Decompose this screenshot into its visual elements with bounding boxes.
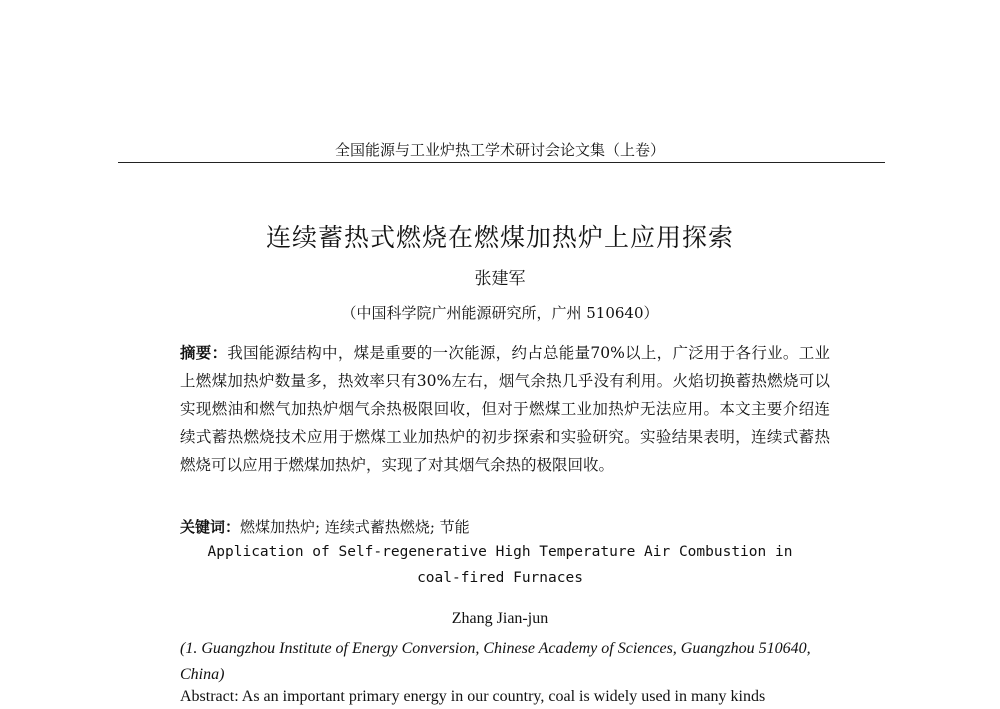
header-rule (118, 162, 885, 163)
english-abstract: Abstract: As an important primary energy in our country, coal is widely used in many kinds (180, 688, 766, 705)
abstract-text: 我国能源结构中，煤是重要的一次能源，约占总能量70%以上，广泛用于各行业。工业上燃煤加热炉数量多，热效率只有30%左右，烟气余热几乎没有利用。火焰切换蓄热燃烧可以实现燃油和燃气加热炉烟气余热极限回收，但对于燃煤工业加热炉无法应用。本文主要介绍连续式蓄热燃烧技术应用于燃煤工业加热炉的初步探索和实验研究。实验结果表明，连续式蓄热燃烧可以应用于燃煤加热炉，实现了对其烟气余热的极限回收。 (180, 344, 830, 474)
keywords-label: 关键词： (180, 518, 241, 536)
english-title-line1: Application of Self-regenerative High Temperature Air Combustion in (207, 544, 793, 560)
keywords (180, 516, 470, 537)
paper-affiliation: （中国科学院广州能源研究所，广州 510640） (341, 304, 659, 322)
paper-title: 连续蓄热式燃烧在燃煤加热炉上应用探索 (265, 223, 734, 252)
english-affiliation: (1. Guangzhou Institute of Energy Conversion, Chinese Academy of Sciences, Guangzhou 510640, China) (180, 640, 811, 683)
english-title-line2: coal-fired Furnaces (417, 570, 583, 586)
abstract-label: 摘要： (180, 343, 228, 362)
paper-author: 张建军 (474, 269, 526, 289)
proceedings-header: 全国能源与工业炉热工学术研讨会论文集（上卷） (334, 141, 665, 159)
abstract-zh (180, 339, 830, 479)
keywords-text: 燃煤加热炉; 连续式蓄热燃烧; 节能 (240, 518, 470, 536)
english-author: Zhang Jian-jun (451, 610, 549, 627)
